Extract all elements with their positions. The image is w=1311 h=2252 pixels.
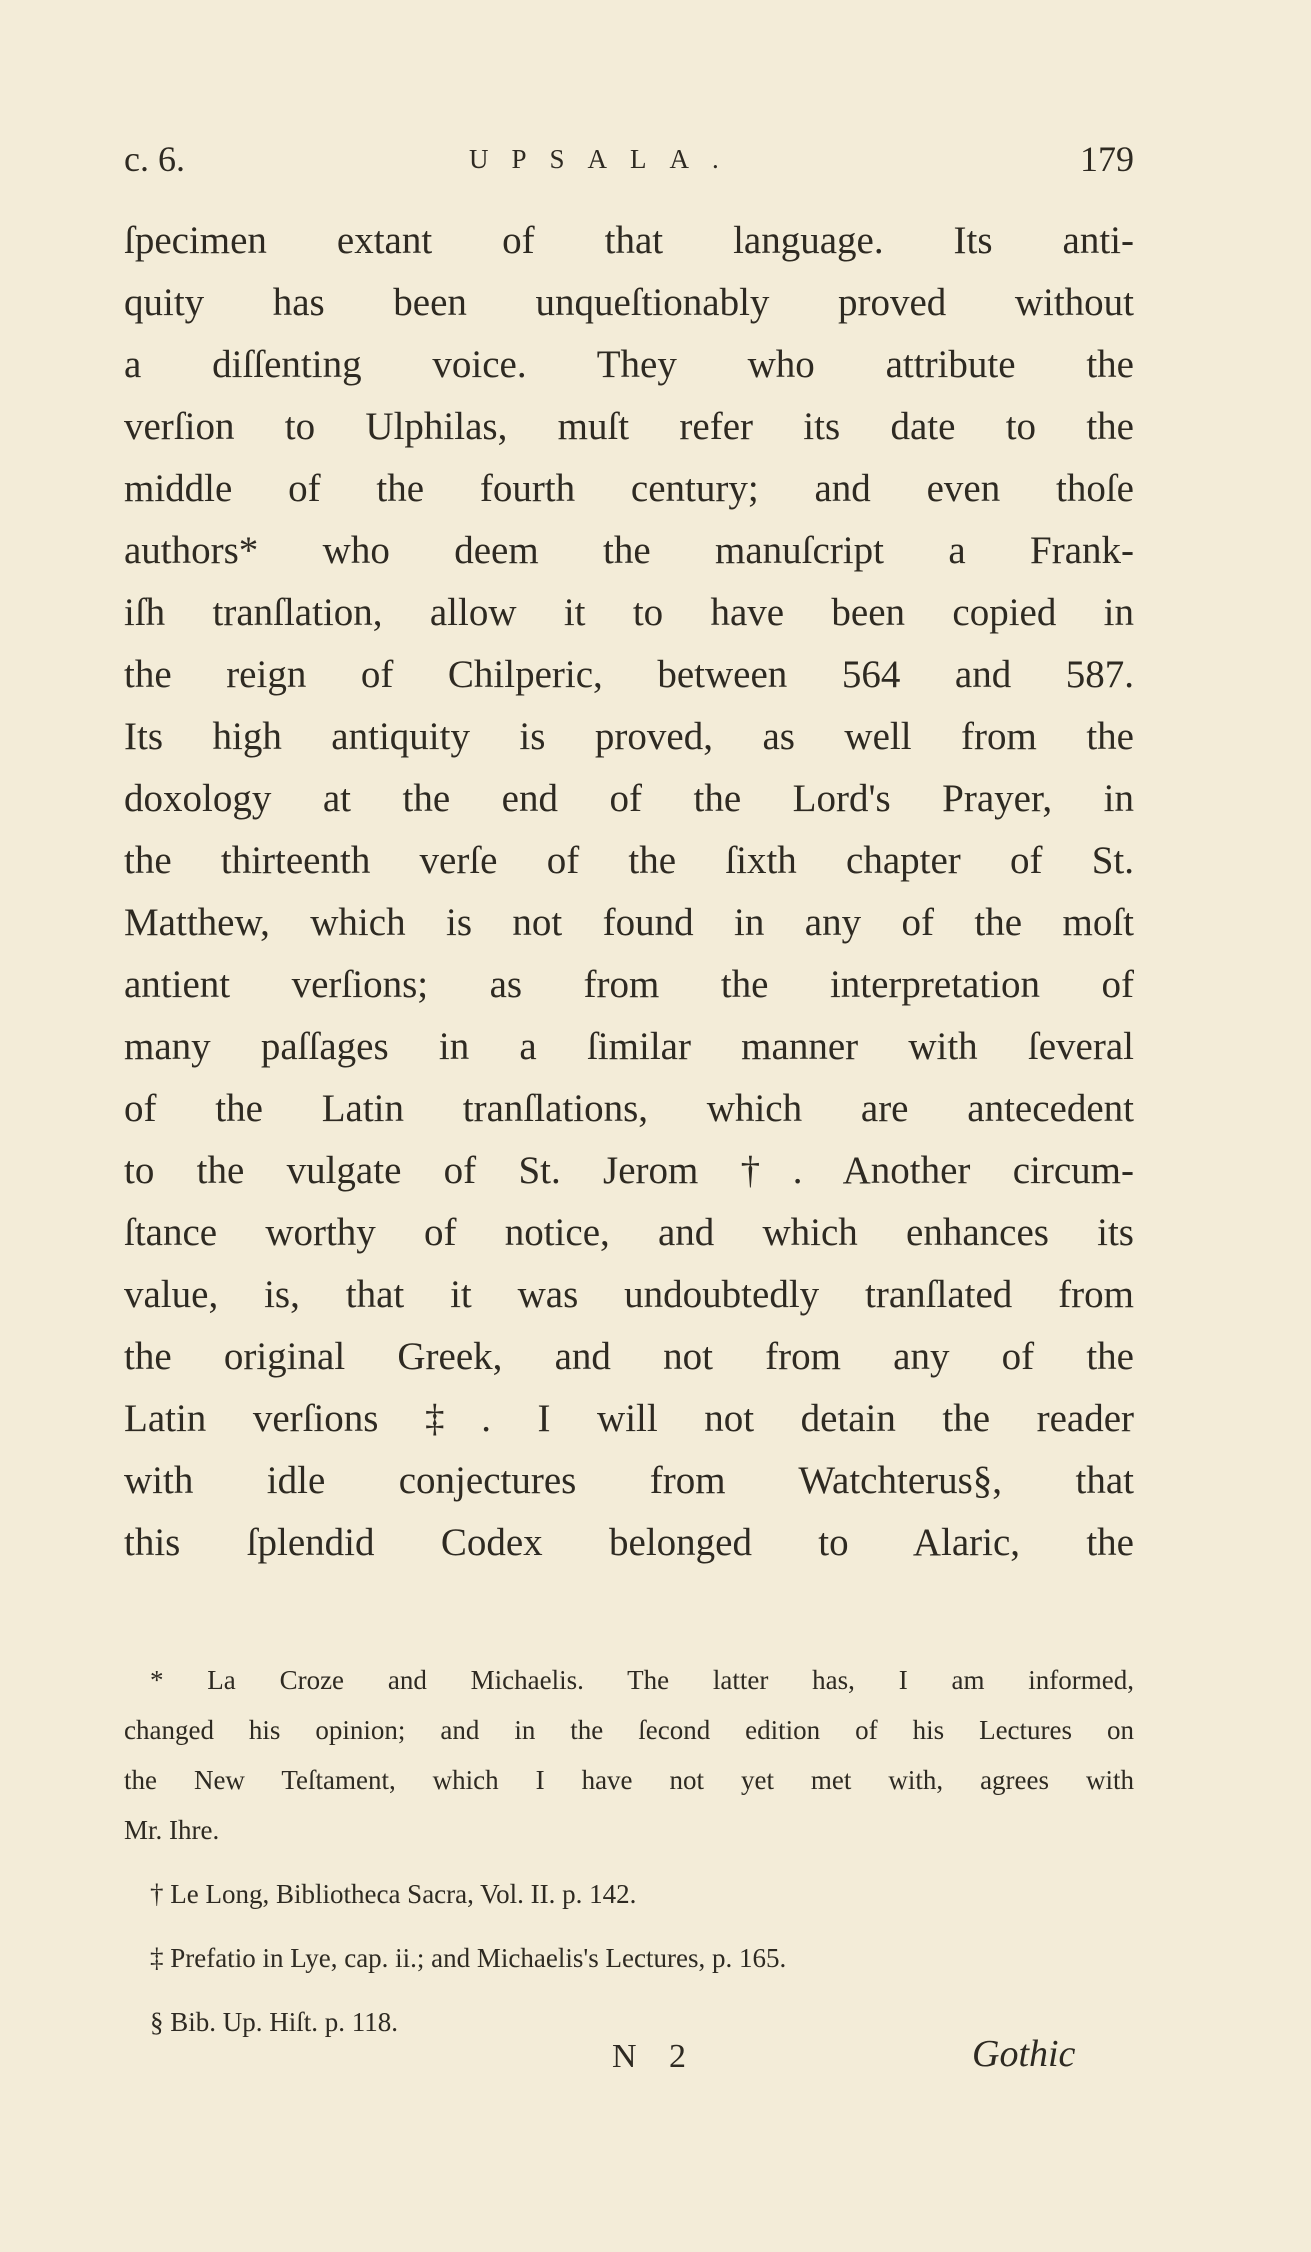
text-line: to the vulgate of St. Jerom †. Another circum- <box>124 1149 1134 1192</box>
text-line: this ſplendid Codex belonged to Alaric, the <box>124 1521 1134 1564</box>
text-line: many paſſages in a ſimilar manner with ſeveral <box>124 1025 1134 1068</box>
running-title: UPSALA. <box>469 144 742 174</box>
text-line: middle of the fourth century; and even thoſe <box>124 467 1134 510</box>
text-line: quity has been unqueſtionably proved without <box>124 281 1134 324</box>
page-number: 179 <box>1080 139 1134 179</box>
footnote-line: ‡ Prefatio in Lye, cap. ii.; and Michaelis's Lectures, p. 165. <box>150 1943 787 1973</box>
footnote-line: Mr. Ihre. <box>124 1815 220 1845</box>
footnote-line: † Le Long, Bibliotheca Sacra, Vol. II. p. 142. <box>150 1879 637 1909</box>
text-line: the thirteenth verſe of the ſixth chapter of St. <box>124 839 1134 882</box>
text-line: ſpecimen extant of that language. Its anti- <box>124 219 1134 262</box>
text-line: value, is, that it was undoubtedly tranſlated from <box>124 1273 1134 1316</box>
text-line: the reign of Chilperic, between 564 and 587. <box>124 653 1134 696</box>
catchword: Gothic <box>972 2033 1076 2075</box>
signature-mark: N 2 <box>612 2038 699 2075</box>
running-header <box>124 138 1134 198</box>
text-line: Latin verſions ‡. I will not detain the reader <box>124 1397 1134 1440</box>
main-text <box>124 210 1134 1574</box>
footnote-line: § Bib. Up. Hiſt. p. 118. <box>150 2007 399 2037</box>
text-line: Matthew, which is not found in any of the moſt <box>124 901 1134 944</box>
chapter-marker: c. 6. <box>124 139 185 179</box>
text-line: verſion to Ulphilas, muſt refer its date to the <box>124 405 1134 448</box>
text-line: doxology at the end of the Lord's Prayer, in <box>124 777 1134 820</box>
text-line: with idle conjectures from Watchterus§, that <box>124 1459 1134 1502</box>
text-line: ſtance worthy of notice, and which enhances its <box>124 1211 1134 1254</box>
footnotes <box>124 1655 1134 2061</box>
footnote-line: changed his opinion; and in the ſecond edition of his Lectures on <box>124 1715 1134 1745</box>
text-line: of the Latin tranſlations, which are antecedent <box>124 1087 1134 1130</box>
text-line: iſh tranſlation, allow it to have been copied in <box>124 591 1134 634</box>
text-line: a diſſenting voice. They who attribute the <box>124 343 1134 386</box>
text-line: antient verſions; as from the interpretation of <box>124 963 1134 1006</box>
footnote-asterisk <box>124 1655 1134 1855</box>
footnote-line: the New Teſtament, which I have not yet met with, agrees with <box>124 1765 1134 1795</box>
footnote-dagger <box>124 1869 1134 1919</box>
footnote-double-dagger <box>124 1933 1134 1983</box>
footnote-line: * La Croze and Michaelis. The latter has, I am informed, <box>150 1665 1134 1695</box>
text-line: Its high antiquity is proved, as well from the <box>124 715 1134 758</box>
text-line: authors* who deem the manuſcript a Frank- <box>124 529 1134 572</box>
text-line: the original Greek, and not from any of the <box>124 1335 1134 1378</box>
